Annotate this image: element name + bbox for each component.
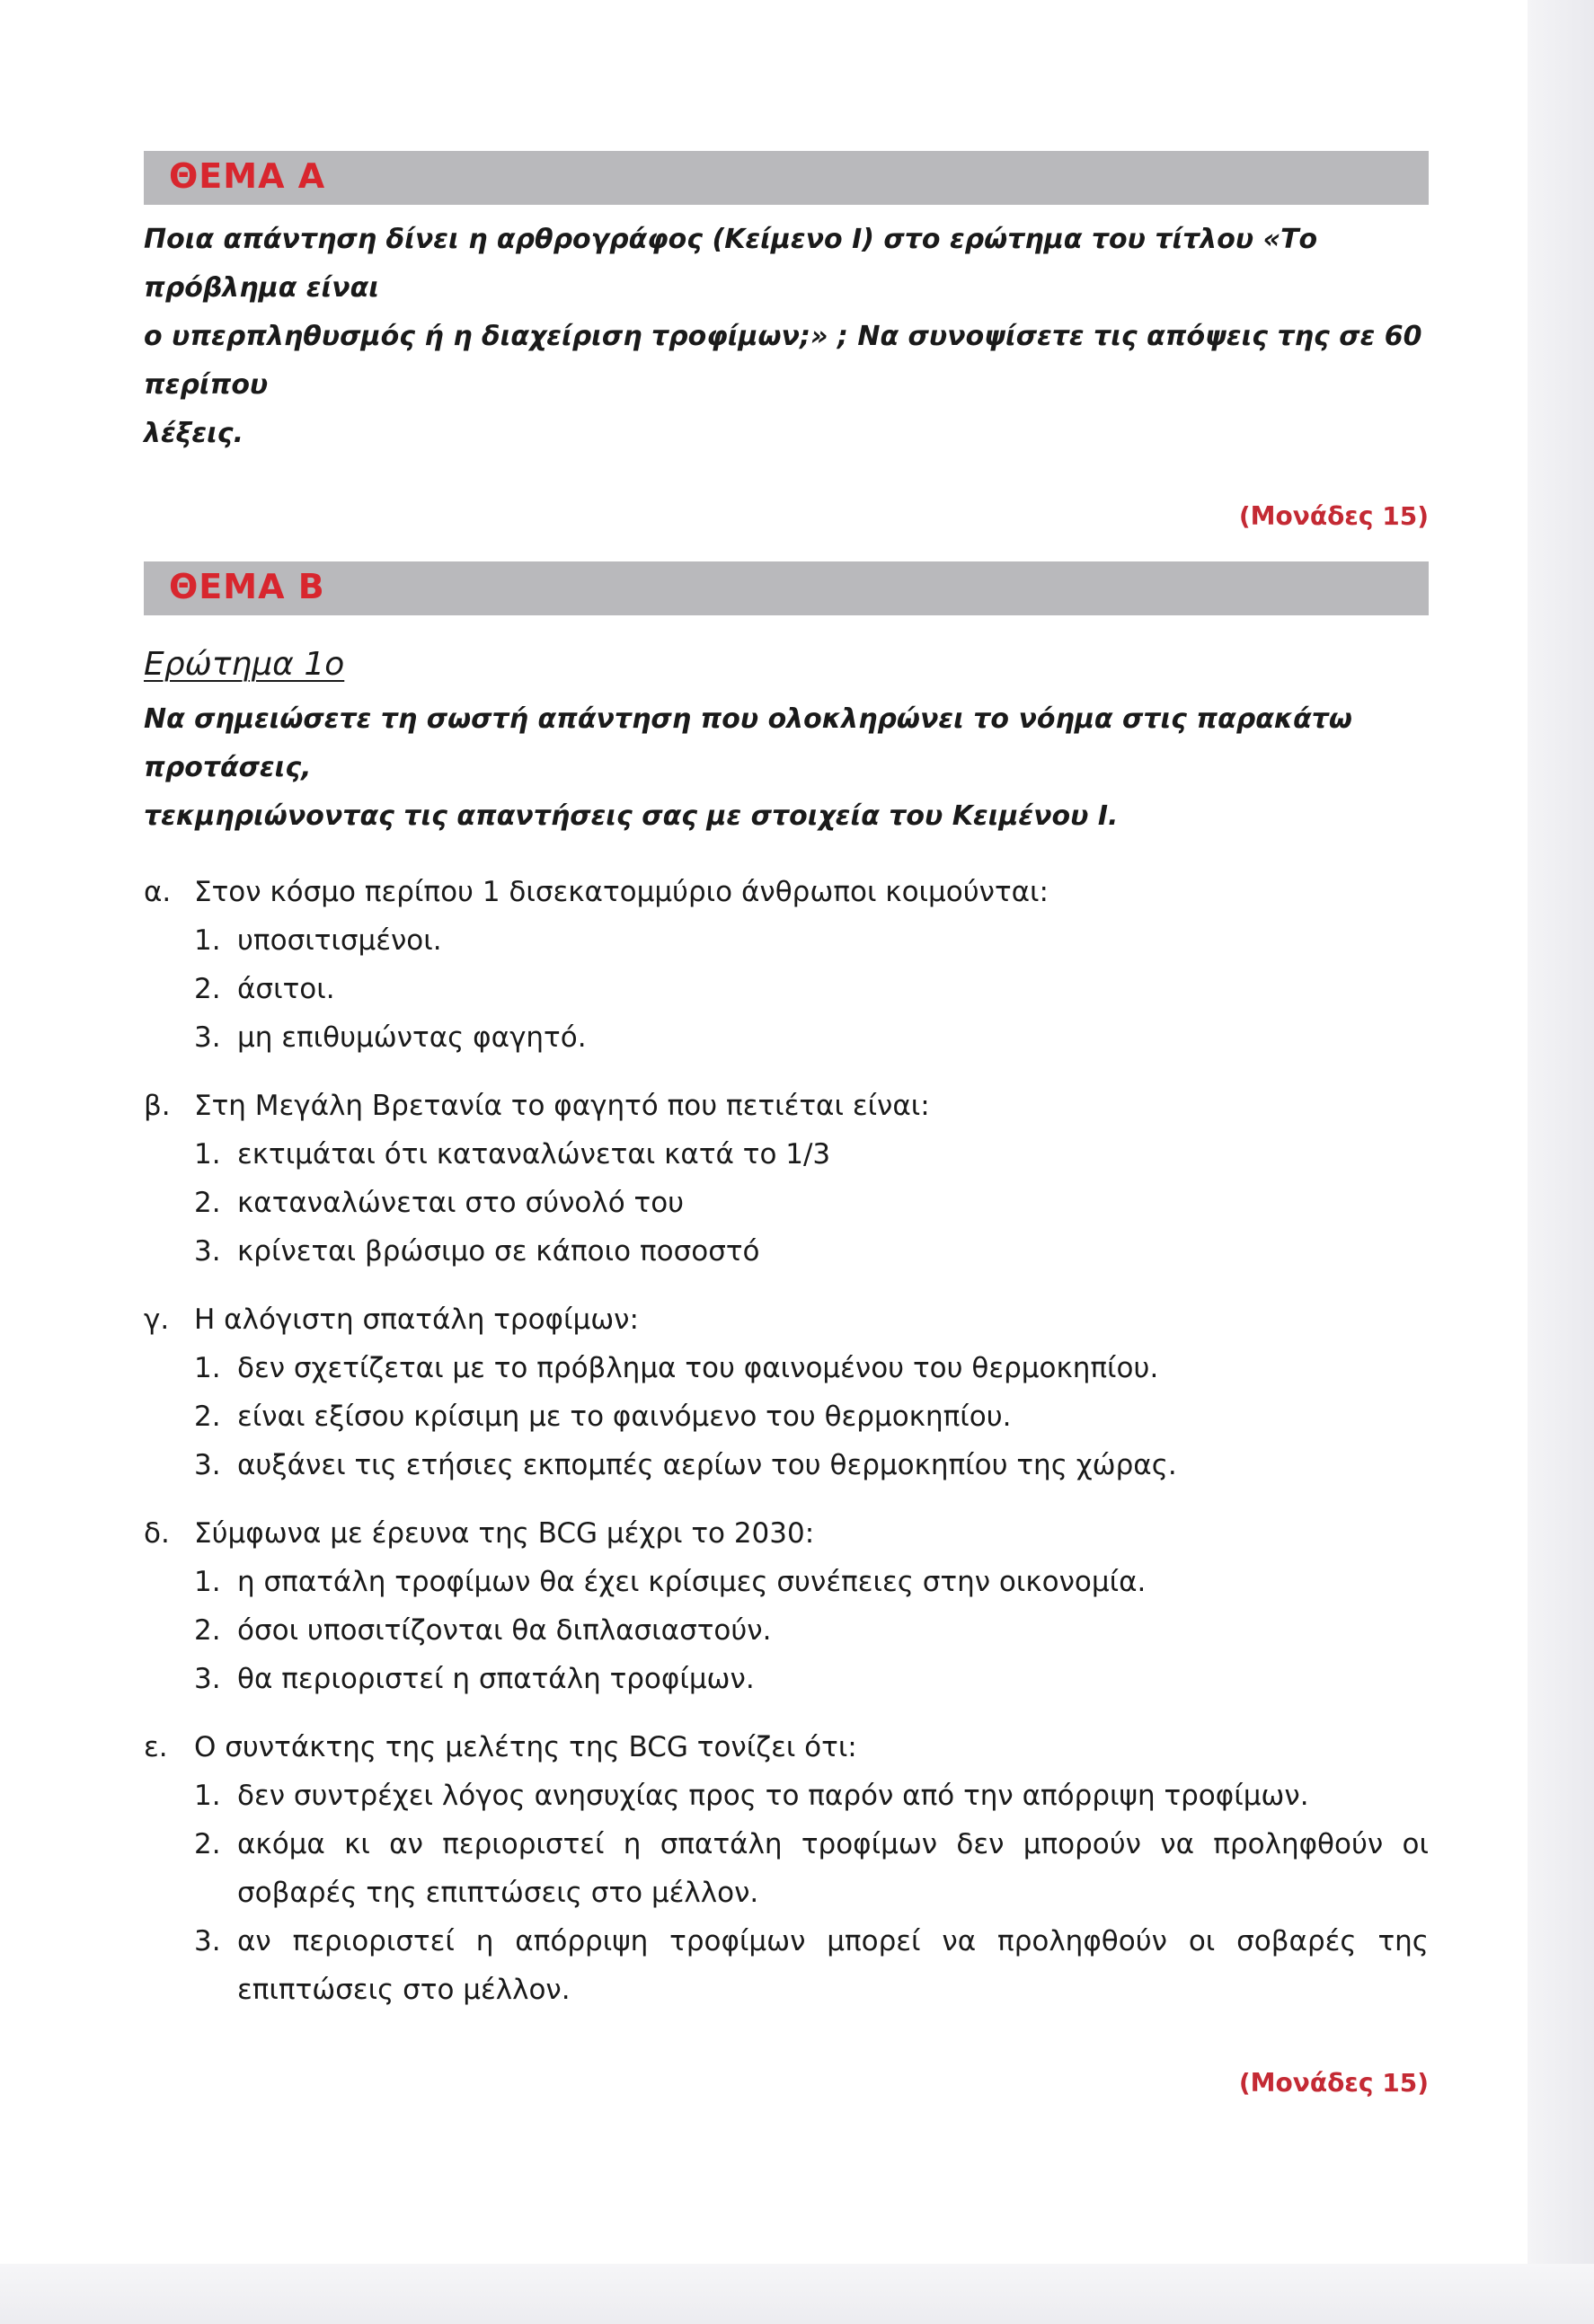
scan-edge-bottom [0,2264,1594,2324]
option-number: 3. [194,1925,221,1957]
option-text: δεν σχετίζεται με το πρόβλημα του φαινομένου του θερμοκηπίου. [237,1352,1159,1384]
item-letter: α. [144,876,172,908]
option-row [194,916,1429,965]
option-row [194,1820,1429,1917]
option-number: 2. [194,1614,221,1647]
theme-b-instruction-line: Να σημειώσετε τη σωστή απάντηση που ολοκληρώνει το νόημα στις παρακάτω προτάσεις, [144,703,1352,783]
document-page [144,151,1429,2098]
option-row [194,1392,1429,1441]
option-number: 3. [194,1235,221,1268]
item-stem: Στη Μεγάλη Βρετανία το φαγητό που πετιέται είναι: [194,1090,930,1122]
option-text: ακόμα κι αν περιοριστεί η σπατάλη τροφίμων δεν μπορούν να προληφθούν οι σοβαρές της επιπτώσεις στο μέλλον. [237,1828,1429,1909]
theme-b-title: ΘΕΜΑ Β [169,567,325,606]
option-text: αν περιοριστεί η απόρριψη τροφίμων μπορεί να προληφθούν οι σοβαρές της επιπτώσεις στο μέλλον. [237,1925,1429,2006]
option-number: 3. [194,1663,221,1695]
option-text: αυξάνει τις ετήσιες εκπομπές αερίων του θερμοκηπίου της χώρας. [237,1449,1177,1481]
theme-b-instruction-line: τεκμηριώνοντας τις απαντήσεις σας με στοιχεία του Κειμένου Ι. [144,800,1119,832]
option-row [194,1655,1429,1703]
option-text: είναι εξίσου κρίσιμη με το φαινόμενο του θερμοκηπίου. [237,1401,1012,1433]
option-text: άσιτοι. [237,973,335,1005]
item-letter: δ. [144,1517,170,1550]
option-number: 2. [194,1828,221,1860]
theme-a-prompt [144,216,1429,458]
option-number: 1. [194,1138,221,1171]
option-row [194,1772,1429,1820]
option-row [194,965,1429,1013]
option-row [194,1558,1429,1606]
item-stem: Ο συντάκτης της μελέτης της BCG τονίζει ότι: [194,1731,857,1763]
option-number: 1. [194,1566,221,1598]
option-row [194,1917,1429,2014]
theme-a-prompt-line: Ποια απάντηση δίνει η αρθρογράφος (Κείμενο Ι) στο ερώτημα του τίτλου «Το πρόβλημα είναι [144,224,1318,304]
theme-a-prompt-line: ο υπερπληθυσμός ή η διαχείριση τροφίμων;» ; Να συνοψίσετε τις απόψεις της σε 60 περίπου [144,321,1422,401]
item-letter: ε. [144,1731,168,1763]
theme-a-title: ΘΕΜΑ Α [169,156,326,196]
item-stem: Στον κόσμο περίπου 1 δισεκατομμύριο άνθρωποι κοιμούνται: [194,876,1049,908]
option-number: 1. [194,1780,221,1812]
option-text: δεν συντρέχει λόγος ανησυχίας προς το παρόν από την απόρριψη τροφίμων. [237,1780,1309,1812]
theme-a-header [144,151,1429,205]
list-item [144,1295,1429,1489]
question-items [144,868,1429,2014]
option-number: 3. [194,1021,221,1054]
theme-a-prompt-line: λέξεις. [144,418,244,449]
option-row [194,1179,1429,1227]
option-row [194,1227,1429,1276]
theme-b-units: (Μονάδες 15) [1238,2068,1429,2098]
option-number: 2. [194,973,221,1005]
option-row [194,1130,1429,1179]
list-item [144,1723,1429,2014]
option-text: εκτιμάται ότι καταναλώνεται κατά το 1/3 [237,1138,831,1171]
option-text: υποσιτισμένοι. [237,924,442,957]
theme-b-header [144,561,1429,615]
item-letter: β. [144,1090,171,1122]
option-number: 1. [194,924,221,957]
option-row [194,1606,1429,1655]
theme-b-instruction [144,695,1429,841]
option-text: όσοι υποσιτίζονται θα διπλασιαστούν. [237,1614,772,1647]
option-text: μη επιθυμώντας φαγητό. [237,1021,587,1054]
theme-a-units: (Μονάδες 15) [1238,501,1429,531]
option-number: 3. [194,1449,221,1481]
option-text: θα περιοριστεί η σπατάλη τροφίμων. [237,1663,755,1695]
option-text: κρίνεται βρώσιμο σε κάποιο ποσοστό [237,1235,760,1268]
item-stem: Σύμφωνα με έρευνα της BCG μέχρι το 2030: [194,1517,815,1550]
option-text: η σπατάλη τροφίμων θα έχει κρίσιμες συνέπειες στην οικονομία. [237,1566,1147,1598]
option-number: 2. [194,1187,221,1219]
option-row [194,1013,1429,1062]
option-number: 2. [194,1401,221,1433]
option-row [194,1441,1429,1489]
scan-edge-right [1528,0,1594,2324]
list-item [144,868,1429,1062]
question-heading: Ερώτημα 1ο [144,646,345,683]
item-letter: γ. [144,1303,170,1336]
list-item [144,1509,1429,1703]
option-number: 1. [194,1352,221,1384]
list-item [144,1082,1429,1276]
item-stem: Η αλόγιστη σπατάλη τροφίμων: [194,1303,639,1336]
option-text: καταναλώνεται στο σύνολό του [237,1187,685,1219]
option-row [194,1344,1429,1392]
